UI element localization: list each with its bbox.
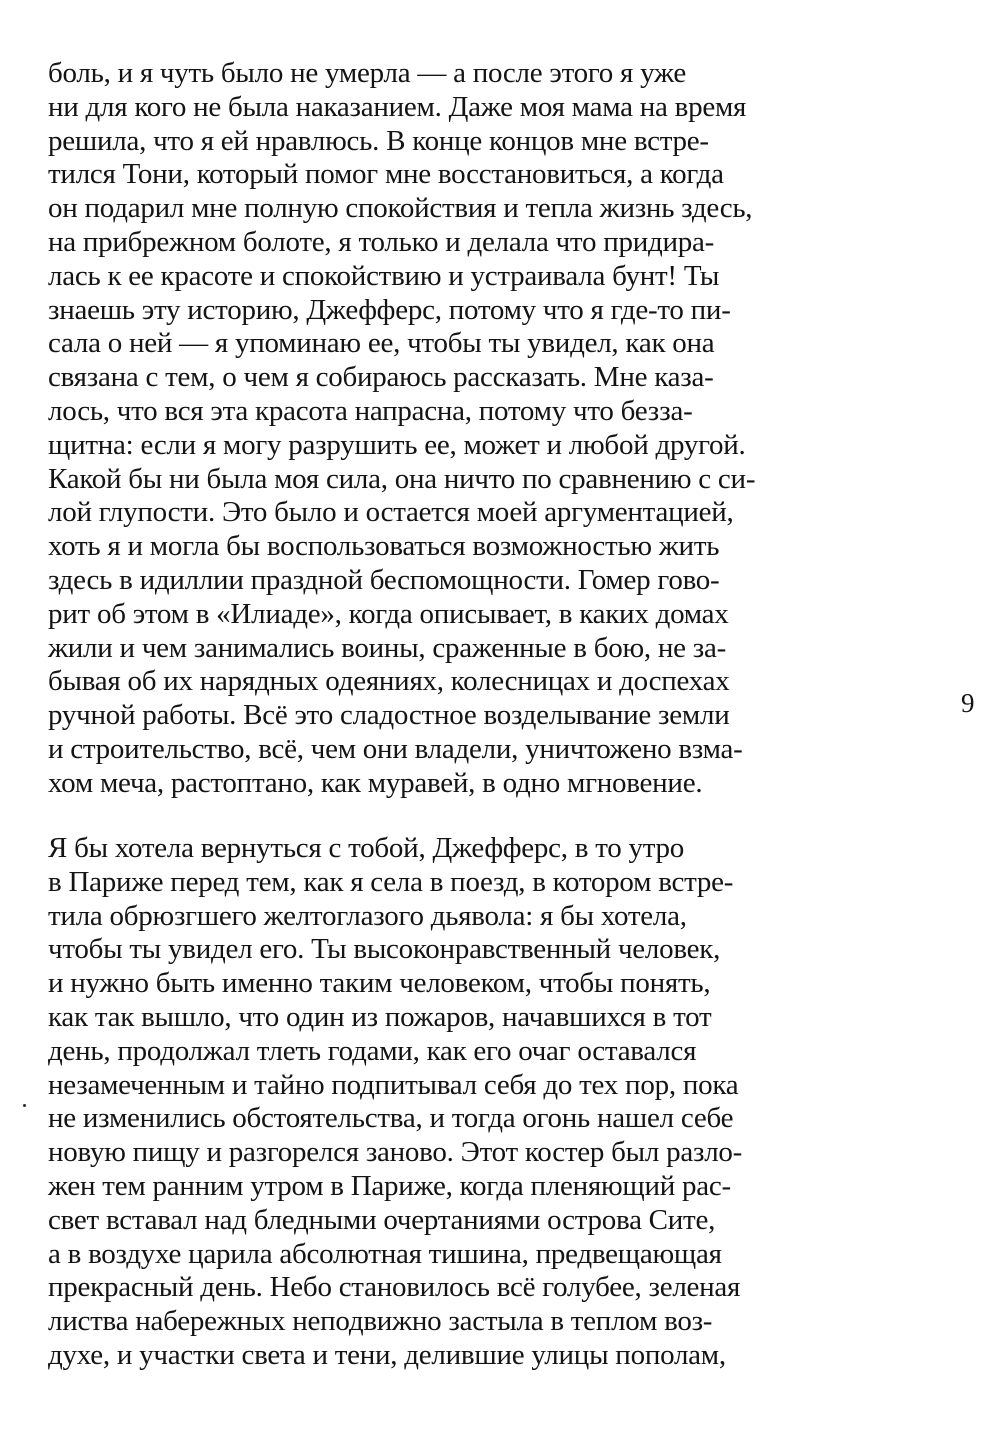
text-line: и строительство, всё, чем они владели, уничтожено взма- bbox=[48, 732, 743, 765]
text-line: новую пищу и разгорелся заново. Этот костер был разло- bbox=[48, 1136, 743, 1169]
text-line: он подарил мне полную спокойствия и тепла жизнь здесь, bbox=[48, 192, 753, 225]
text-line: сала о ней — я упоминаю ее, чтобы ты увидел, как она bbox=[48, 327, 715, 360]
text-line: прекрасный день. Небо становилось всё голубее, зеленая bbox=[48, 1271, 741, 1304]
text-line: и нужно быть именно таким человеком, чтобы понять, bbox=[48, 967, 711, 1000]
page-number: 9 bbox=[961, 688, 975, 718]
text-line: Я бы хотела вернуться с тобой, Джефферс, в то утро bbox=[48, 832, 685, 864]
text-line: лась к ее красоте и спокойствию и устраивала бунт! Ты bbox=[48, 259, 720, 292]
text-line: лось, что вся эта красота напрасна, потому что безза- bbox=[48, 394, 693, 427]
text-line: решила, что я ей нравлюсь. В конце концов мне встре- bbox=[48, 124, 709, 157]
text-line: жили и чем занимались воины, сраженные в бою, не за- bbox=[48, 631, 727, 664]
text-line: Какой бы ни была моя сила, она ничто по сравнению с си- bbox=[48, 462, 756, 495]
text-line: бывая об их нарядных одеяниях, колесницах и доспехах bbox=[48, 665, 730, 698]
text-line: день, продолжал тлеть годами, как его очаг оставался bbox=[48, 1034, 697, 1067]
text-line: не изменились обстоятельства, и тогда огонь нашел себе bbox=[48, 1102, 734, 1135]
text-line: лой глупости. Это было и остается моей аргументацией, bbox=[48, 496, 734, 529]
text-line: на прибрежном болоте, я только и делала что придира- bbox=[48, 225, 715, 258]
scan-speck bbox=[23, 1104, 26, 1107]
text-line: боль, и я чуть было не умерла — а после этого я уже bbox=[48, 57, 687, 89]
text-line: связана с тем, о чем я собираюсь рассказать. Мне каза- bbox=[48, 361, 714, 394]
paragraph-2 bbox=[48, 832, 808, 1373]
text-line: как так вышло, что один из пожаров, начавшихся в тот bbox=[48, 1000, 712, 1033]
text-line: знаешь эту историю, Джефферс, потому что я где-то пи- bbox=[48, 293, 731, 326]
text-line: жен тем ранним утром в Париже, когда пленяющий рас- bbox=[48, 1169, 731, 1202]
paragraph-1 bbox=[48, 57, 808, 801]
text-line: ручной работы. Всё это сладостное возделывание земли bbox=[48, 699, 730, 732]
text-line: щитна: если я могу разрушить ее, может и любой другой. bbox=[48, 428, 746, 461]
text-line: здесь в идиллии праздной беспомощности. Гомер гово- bbox=[48, 563, 720, 596]
text-line: духе, и участки света и тени, делившие улицы пополам, bbox=[48, 1338, 726, 1371]
text-line: а в воздухе царила абсолютная тишина, предвещающая bbox=[48, 1237, 722, 1270]
text-line: рит об этом в «Илиаде», когда описывает, в каких домах bbox=[48, 597, 729, 630]
text-line: тился Тони, который помог мне восстановиться, а когда bbox=[48, 158, 724, 191]
text-line: в Париже перед тем, как я села в поезд, в котором встре- bbox=[48, 865, 734, 898]
text-line: ни для кого не была наказанием. Даже моя мама на время bbox=[48, 90, 747, 123]
text-line: свет вставал над бледными очертаниями острова Сите, bbox=[48, 1203, 716, 1236]
text-line: незамеченным и тайно подпитывал себя до тех пор, пока bbox=[48, 1068, 739, 1101]
text-line: чтобы ты увидел его. Ты высоконравственный человек, bbox=[48, 933, 721, 966]
text-line: листва набережных неподвижно застыла в теплом воз- bbox=[48, 1305, 713, 1338]
text-line: хоть я и могла бы воспользоваться возможностью жить bbox=[48, 530, 720, 563]
text-line: тила обрюзгшего желтоглазого дьявола: я бы хотела, bbox=[48, 899, 687, 932]
text-line: хом меча, растоптано, как муравей, в одно мгновение. bbox=[48, 766, 703, 799]
